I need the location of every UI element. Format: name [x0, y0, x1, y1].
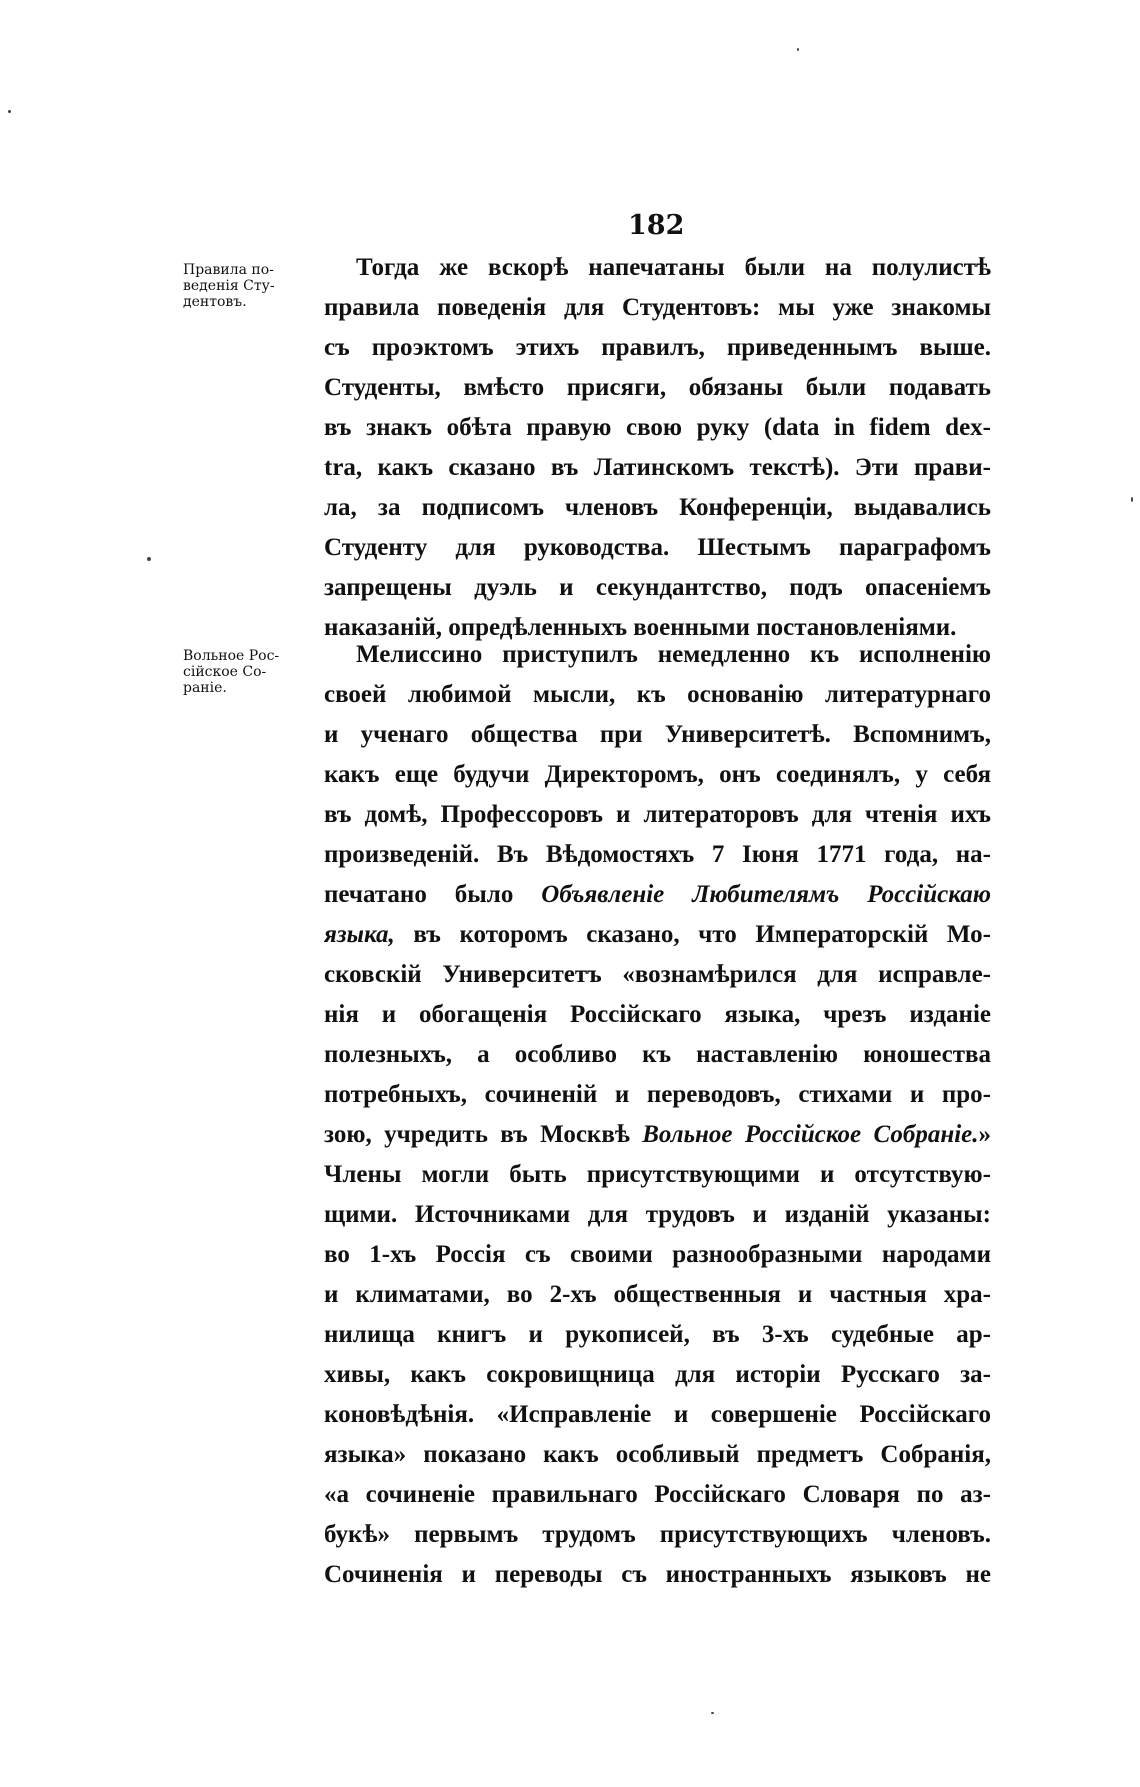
text-line: Мелиссино приступилъ немедленно къ исполненію: [356, 641, 991, 668]
margin-note-line: веденія Сту-: [183, 278, 275, 294]
text-line: хивы, какъ сокровищница для исторіи Русскаго за-: [324, 1361, 991, 1388]
text-line: Студенты, вмѣсто присяги, обязаны были подавать: [324, 374, 991, 401]
margin-note-student-rules: [183, 262, 323, 310]
paragraph-free-russian-assembly: [324, 635, 991, 1595]
text-line: [324, 875, 991, 915]
text-line: нія и обогащенія Россійскаго языка, чрезъ изданіе: [324, 1001, 991, 1028]
margin-note-line: ранie.: [183, 680, 227, 696]
text-line: Сочиненія и переводы съ иностранныхъ языковъ не: [324, 1561, 991, 1588]
scan-speck: [797, 48, 799, 51]
scan-speck: [8, 110, 11, 113]
text-line: во 1-хъ Россія съ своими разнообразными народами: [324, 1241, 991, 1268]
text-segment: зою, учредить въ Москвѣ: [324, 1121, 630, 1148]
text-line: ла, за подписомъ членовъ Конференціи, выдавались: [324, 494, 991, 521]
text-line: сковскій Университетъ «вознамѣрился для исправле-: [324, 961, 991, 988]
text-line: языка» показано какъ особливый предметъ Собранія,: [324, 1441, 991, 1468]
text-line: въ знакъ обѣта правую свою руку (data in fidem dex-: [324, 414, 991, 441]
page-number: 182: [628, 210, 685, 241]
italic-title: Объявленіе Любителямъ Россійскаю: [541, 881, 991, 908]
text-line: tra, какъ сказано въ Латинскомъ текстѣ). Эти прави-: [324, 454, 991, 481]
text-line: наказаній, опредѣленныхъ военными постановленіями.: [324, 614, 957, 641]
margin-note-line: сійское Со-: [183, 664, 267, 680]
text-line: Студенту для руководства. Шестымъ параграфомъ: [324, 534, 991, 561]
text-segment: въ которомъ сказано, что Императорскій Мо-: [413, 921, 991, 948]
margin-note-line: Правила по-: [183, 262, 274, 278]
text-line: запрещены дуэль и секундантство, подъ опасеніемъ: [324, 574, 991, 601]
scan-speck: [711, 1712, 714, 1714]
text-line: потребныхъ, сочиненій и переводовъ, стихами и про-: [324, 1081, 991, 1108]
scan-speck: [1131, 497, 1133, 502]
text-line: Члены могли быть присутствующими и отсутствую-: [324, 1161, 991, 1188]
text-line: и климатами, во 2-хъ общественныя и частныя хра-: [324, 1281, 991, 1308]
text-line: нилища книгъ и рукописей, въ 3-хъ судебные ар-: [324, 1321, 991, 1348]
text-line: произведеній. Въ Вѣдомостяхъ 7 Іюня 1771 года, на-: [324, 841, 991, 868]
text-line: съ проэктомъ этихъ правилъ, приведеннымъ выше.: [324, 334, 991, 361]
italic-title: Вольное Россійское Собраніе.: [642, 1121, 979, 1148]
text-line: [324, 915, 991, 955]
text-line: правила поведенія для Студентовъ: мы уже знакомы: [324, 294, 991, 321]
text-line: Тогда же вскорѣ напечатаны были на полулистѣ: [356, 254, 991, 281]
margin-note-line: дентовъ.: [183, 294, 247, 310]
text-line: въ домѣ, Профессоровъ и литераторовъ для чтенія ихъ: [324, 801, 991, 828]
text-line: какъ еще будучи Директоромъ, онъ соединялъ, у себя: [324, 761, 991, 788]
text-line: щими. Источниками для трудовъ и изданій указаны:: [324, 1201, 991, 1228]
text-line: и ученаго общества при Университетѣ. Вспомнимъ,: [324, 721, 991, 748]
text-line: букѣ» первымъ трудомъ присутствующихъ членовъ.: [324, 1521, 991, 1548]
text-line: полезныхъ, а особливо къ наставленію юношества: [324, 1041, 991, 1068]
scan-speck: [147, 557, 151, 561]
text-line: коновѣдѣнія. «Исправленіе и совершеніе Россійскаго: [324, 1401, 991, 1428]
margin-note-line: Вольное Рос-: [183, 648, 280, 664]
text-segment: печатано было: [324, 881, 514, 908]
paragraph-student-rules: [324, 248, 991, 648]
margin-note-free-russian-assembly: [183, 648, 323, 696]
italic-title: языка,: [324, 921, 395, 948]
text-line: своей любимой мысли, къ основанію литературнаго: [324, 681, 991, 708]
text-line: [324, 1115, 991, 1155]
text-segment: »: [978, 1121, 991, 1148]
text-line: «а сочиненіе правильнаго Россійскаго Словаря по аз-: [324, 1481, 991, 1508]
